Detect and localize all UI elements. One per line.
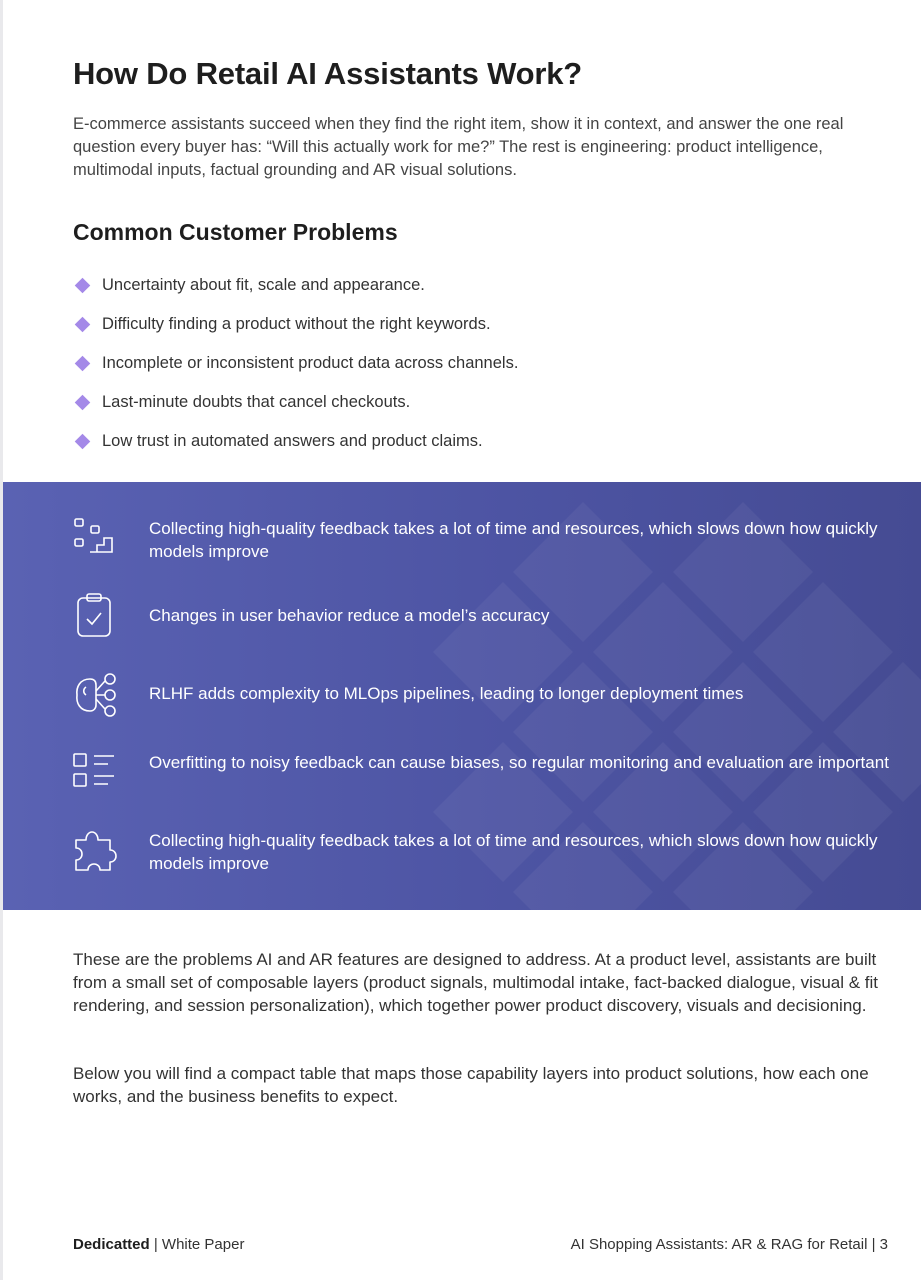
footer-doc-info [571, 1236, 888, 1253]
list-item-text: Low trust in automated answers and product claims. [102, 432, 483, 450]
diamond-bullet-icon [75, 317, 91, 333]
doc-title: AI Shopping Assistants: AR & RAG for Retail [570, 1236, 868, 1253]
list-item [73, 266, 518, 305]
body-paragraph: These are the problems AI and AR features are designed to address. At a product level, assistants are built from a small set of composable layers (product signals, multimodal intake, fact-backed dialogue, visual & fit rendering, and session personalization), which together power product discovery, visuals and decisioning. [73, 950, 879, 1015]
challenge-text: Overfitting to noisy feedback can cause biases, so regular monitoring and evaluation are important [149, 753, 889, 772]
challenge-text: Collecting high-quality feedback takes a lot of time and resources, which slows down how quickly models improve [149, 831, 878, 873]
challenge-item [3, 822, 921, 882]
doc-type: White Paper [161, 1236, 245, 1253]
list-item [73, 422, 518, 461]
list-item-text: Last-minute doubts that cancel checkouts. [102, 393, 411, 411]
list-item-text: Uncertainty about fit, scale and appearance. [102, 276, 425, 294]
clipboard-check-icon [70, 592, 118, 640]
list-item-text: Incomplete or inconsistent product data across channels. [102, 354, 519, 372]
footer-separator: | [867, 1236, 880, 1253]
list-item [73, 383, 518, 422]
brain-network-icon [70, 671, 118, 719]
challenge-text: RLHF adds complexity to MLOps pipelines, leading to longer deployment times [149, 684, 744, 703]
page-number: 3 [879, 1236, 888, 1253]
puzzle-piece-icon [70, 826, 118, 874]
footer-brand [73, 1236, 244, 1253]
page-title: How Do Retail AI Assistants Work? [73, 56, 583, 91]
challenge-item [3, 744, 921, 804]
challenge-item [3, 670, 921, 720]
brand-name: Dedicatted [73, 1236, 150, 1253]
footer-separator: | [149, 1236, 162, 1253]
challenge-text: Collecting high-quality feedback takes a lot of time and resources, which slows down how quickly models improve [149, 519, 878, 561]
workflow-steps-icon [70, 516, 118, 564]
challenges-band [3, 482, 921, 910]
diamond-bullet-icon [75, 356, 91, 372]
checklist-icon [70, 748, 118, 796]
problems-heading: Common Customer Problems [73, 219, 398, 245]
list-item [73, 344, 518, 383]
diamond-bullet-icon [75, 434, 91, 450]
list-item-text: Difficulty finding a product without the right keywords. [102, 315, 491, 333]
challenge-item [3, 592, 921, 642]
challenge-text: Changes in user behavior reduce a model’s accuracy [149, 606, 550, 625]
intro-paragraph: E-commerce assistants succeed when they find the right item, show it in context, and answer the one real question every buyer has: “Will this actually work for me?” The rest is engineering: product intelligence, multimodal inputs, factual grounding and AR visual solutions. [73, 115, 844, 179]
problems-list [73, 266, 518, 461]
list-item [73, 305, 518, 344]
diamond-bullet-icon [75, 278, 91, 294]
diamond-bullet-icon [75, 395, 91, 411]
challenge-item [3, 506, 921, 574]
body-paragraph: Below you will find a compact table that maps those capability layers into product solutions, how each one works, and the business benefits to expect. [73, 1064, 869, 1106]
